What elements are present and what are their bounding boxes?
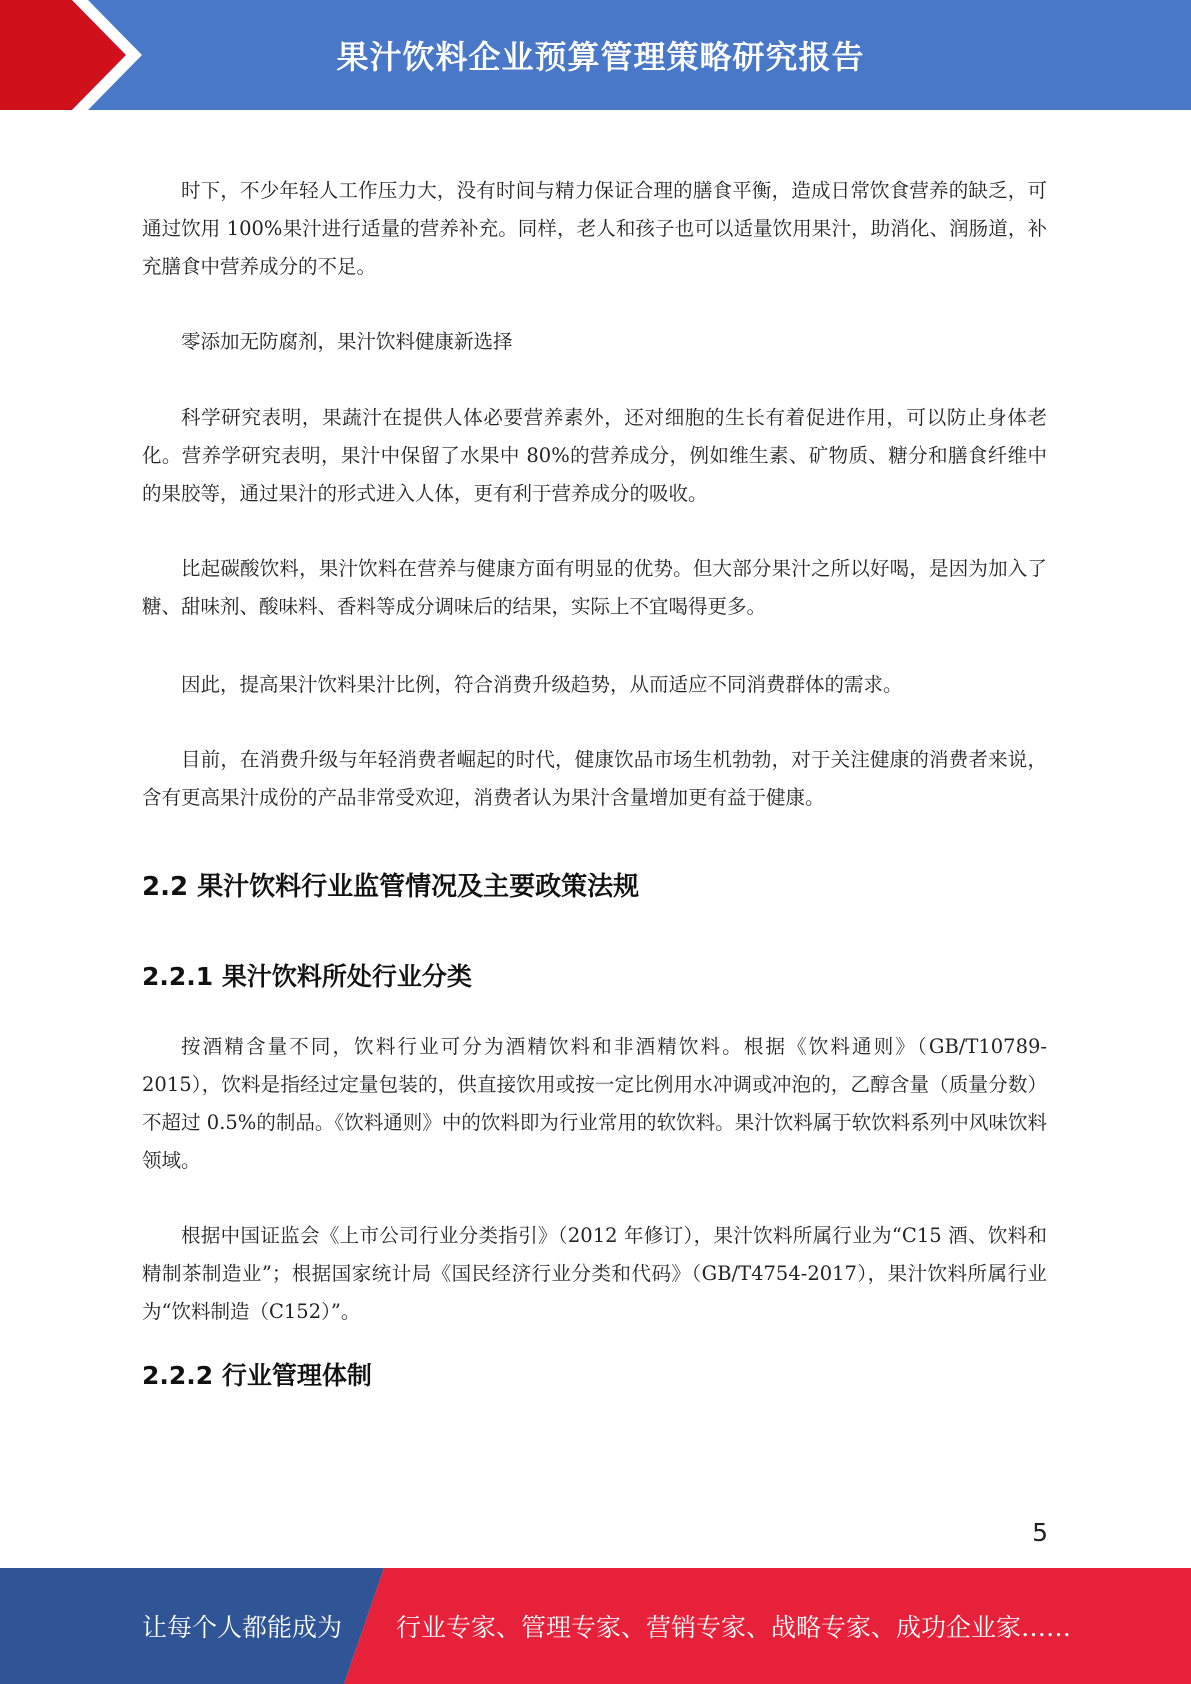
paragraph: 根据中国证监会《上市公司行业分类指引》（2012 年修订），果汁饮料所属行业为“C15 酒、饮料和精制茶制造业”；根据国家统计局《国民经济行业分类和代码》（GB/T4754-2017），果汁饮料所属行业为“饮料制造（C152）”。: [142, 1224, 1047, 1323]
footer-banner: [0, 1568, 1191, 1684]
paragraph: 按酒精含量不同，饮料行业可分为酒精饮料和非酒精饮料。根据《饮料通则》（GB/T10789-2015），饮料是指经过定量包装的，供直接饮用或按一定比例用水冲调或冲泡的，乙醇含量（质量分数）不超过 0.5%的制品。《饮料通则》中的饮料即为行业常用的软饮料。果汁饮料属于软饮料系列中风味饮料领域。: [142, 1035, 1047, 1172]
paragraph: 时下，不少年轻人工作压力大，没有时间与精力保证合理的膳食平衡，造成日常饮食营养的缺乏，可通过饮用 100%果汁进行适量的营养补充。同样，老人和孩子也可以适量饮用果汁，助消化、润肠道，补充膳食中营养成分的不足。: [142, 179, 1047, 278]
paragraph: 因此，提高果汁饮料果汁比例，符合消费升级趋势，从而适应不同消费群体的需求。: [181, 673, 903, 696]
paragraph: 比起碳酸饮料，果汁饮料在营养与健康方面有明显的优势。但大部分果汁之所以好喝，是因为加入了糖、甜味剂、酸味料、香料等成分调味后的结果，实际上不宜喝得更多。: [142, 557, 1047, 618]
paragraph: 目前，在消费升级与年轻消费者崛起的时代，健康饮品市场生机勃勃，对于关注健康的消费者来说，含有更高果汁成份的产品非常受欢迎，消费者认为果汁含量增加更有益于健康。: [142, 748, 1047, 809]
document-title: 果汁饮料企业预算管理策略研究报告: [336, 38, 865, 76]
footer-slogan-right: 行业专家、管理专家、营销专家、战略专家、成功企业家……: [396, 1613, 1072, 1642]
section-heading-2-2-1: 2.2.1 果汁饮料所处行业分类: [142, 962, 472, 991]
paragraph-subtitle: 零添加无防腐剂，果汁饮料健康新选择: [181, 330, 513, 353]
section-heading-2-2-2: 2.2.2 行业管理体制: [142, 1361, 372, 1390]
paragraph: 科学研究表明，果蔬汁在提供人体必要营养素外，还对细胞的生长有着促进作用，可以防止身体老化。营养学研究表明，果汁中保留了水果中 80%的营养成分，例如维生素、矿物质、糖分和膳食纤维中的果胶等，通过果汁的形式进入人体，更有利于营养成分的吸收。: [142, 406, 1047, 505]
footer-slogan-left: 让每个人都能成为: [142, 1613, 343, 1642]
page-number: 5: [1032, 1518, 1048, 1547]
section-heading-2-2: 2.2 果汁饮料行业监管情况及主要政策法规: [142, 872, 640, 902]
